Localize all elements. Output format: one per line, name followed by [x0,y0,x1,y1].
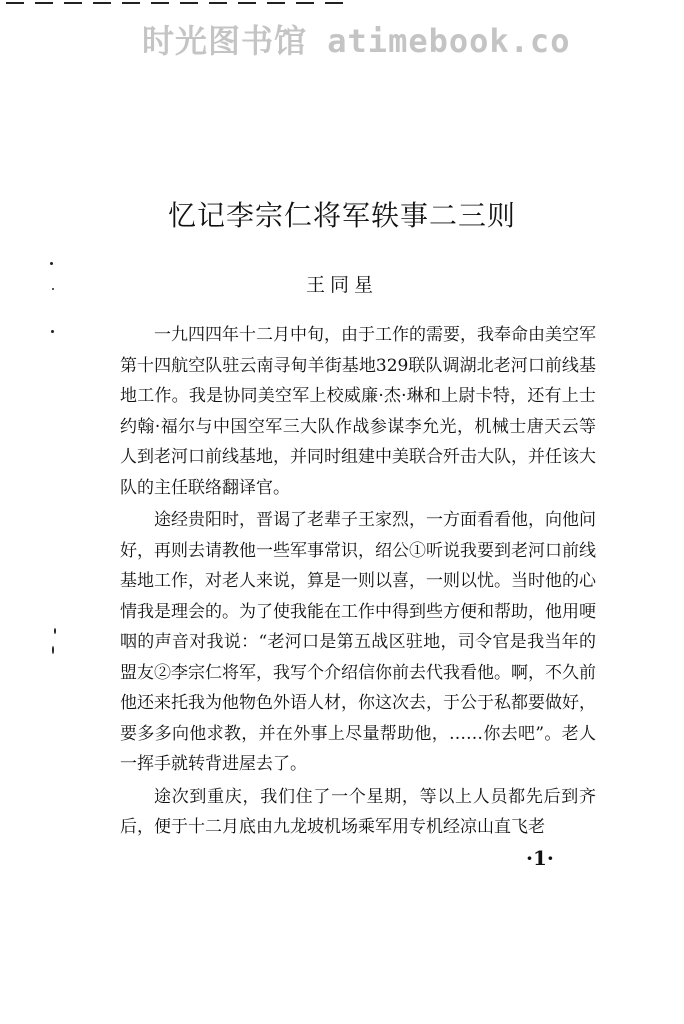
paragraph: 途经贵阳时，晋谒了老辈子王家烈，一方面看看他，向他问好，再则去请教他一些军事常识，绍公①听说我要到老河口前线基地工作，对老人来说，算是一则以喜，一则以忧。当时他的心情我是理会的。为了使我能在工作中得到些方便和帮助，他用哽咽的声音对我说：“老河口是第五战区驻地，司令官是我当年的盟友②李宗仁将军，我写个介绍信你前去代我看他。啊，不久前他还来托我为他物色外语人材，你这次去，于公于私都要做好，要多多向他求教，并在外事上尽量帮助他，……你去吧”。老人一挥手就转背进屋去了。 [120,510,596,774]
margin-speck [54,628,56,634]
page-title: 忆记李宗仁将军轶事二三则 [167,199,516,232]
watermark: 时光图书馆 atimebook.co [142,22,571,60]
header-dashes [6,2,343,4]
paragraph: 途次到重庆，我们住了一个星期，等以上人员都先后到齐后，便于十二月底由九龙坡机场乘军用专机经凉山直飞老 [120,786,596,837]
page-number: ·1· [526,846,554,870]
margin-speck [50,262,53,265]
paragraph: 一九四四年十二月中旬，由于工作的需要，我奉命由美空军第十四航空队驻云南寻甸羊街基地329联队调湖北老河口前线基地工作。我是协同美空军上校威廉·杰·琳和上尉卡特，还有上士约翰·福尔与中国空军三大队作战参谋李允光，机械士唐天云等人到老河口前线基地，并同时组建中美联合歼击大队，并任该大队的主任联络翻译官。 [120,325,596,498]
author-name: 王同星 [305,274,378,296]
margin-speck [51,330,54,333]
article-body [120,320,596,845]
margin-speck [52,646,54,654]
